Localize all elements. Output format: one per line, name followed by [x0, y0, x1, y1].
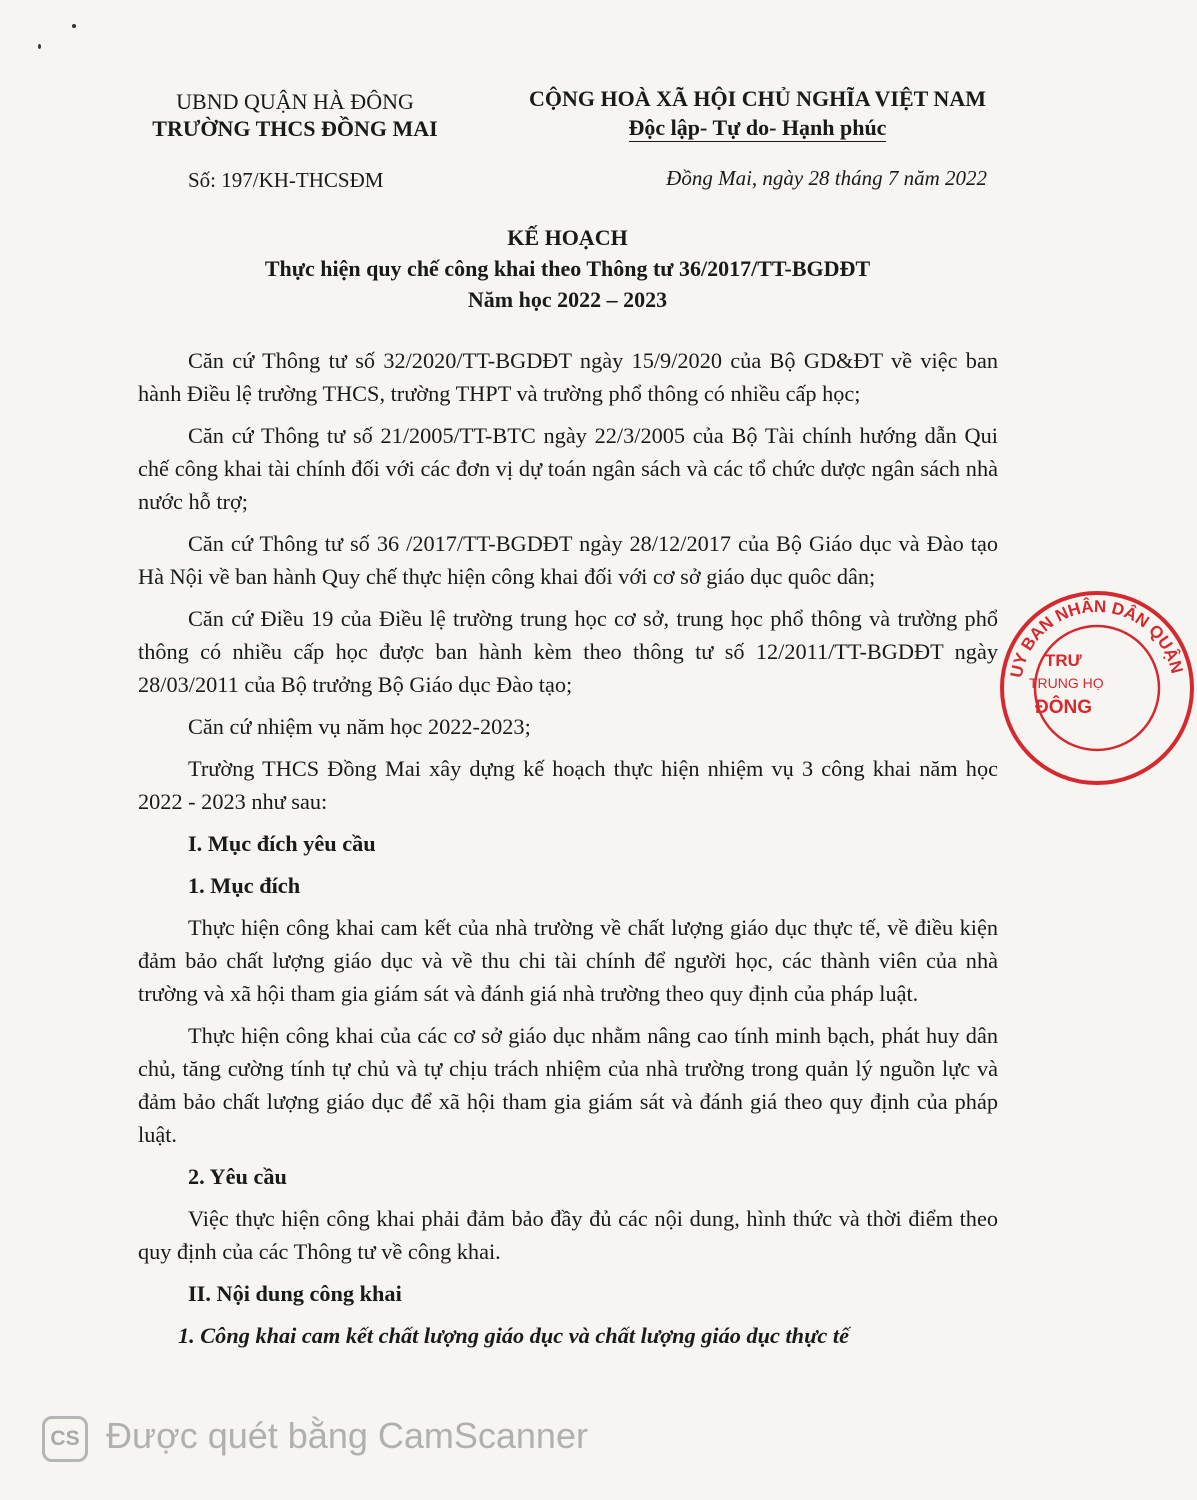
paragraph: Việc thực hiện công khai phải đảm bảo đầy đủ các nội dung, hình thức và thời điểm theo quy định của các Thông tư về công khai. [138, 1206, 998, 1264]
stamp-line-2: TRUNG HỌ [1029, 675, 1104, 691]
issuing-organization [135, 88, 455, 142]
subsection-heading: 1. Mục đích [188, 873, 301, 898]
scan-speck [38, 44, 41, 49]
paragraph: Căn cứ Thông tư số 36 /2017/TT-BGDĐT ngày 28/12/2017 của Bộ Giáo dục và Đào tạo Hà Nội về ban hành Quy chế thực hiện công khai đối với cơ sở giáo dục quôc dân; [138, 531, 998, 589]
motto: Độc lập- Tự do- Hạnh phúc [628, 115, 887, 140]
paragraph: Thực hiện công khai của các cơ sở giáo dục nhằm nâng cao tính minh bạch, phát huy dân chủ, tăng cường tính tự chủ và tự chịu trách nhiệm của nhà trường trong quản lý nguồn lực và đảm bảo chất lượng giáo dục để xã hội tham gia giám sát và đánh giá theo quy định của pháp luật. [138, 1023, 998, 1147]
paragraph: Căn cứ Điều 19 của Điều lệ trường trung học cơ sở, trung học phổ thông và trường phổ thông có nhiều cấp học được ban hành kèm theo thông tư số 12/2011/TT-BGDĐT ngày 28/03/2011 của Bộ trưởng Bộ Giáo dục Đào tạo; [138, 606, 998, 697]
school-name: TRƯỜNG THCS ĐỒNG MAI [152, 116, 438, 141]
school-year: Năm học 2022 – 2023 [467, 287, 668, 312]
country-name: CỘNG HOÀ XÃ HỘI CHỦ NGHĨA VIỆT NAM [529, 86, 986, 111]
scan-speck [72, 24, 76, 28]
paragraph: Căn cứ nhiệm vụ năm học 2022-2023; [188, 714, 531, 739]
stamp-line-1: TRƯ [1045, 651, 1082, 670]
subsection-heading: 1. Công khai cam kết chất lượng giáo dục và chất lượng giáo dục thực tế [178, 1323, 849, 1348]
camscanner-watermark: Được quét bằng CamScanner [106, 1415, 588, 1456]
section-heading: II. Nội dung công khai [188, 1281, 402, 1306]
section-heading: I. Mục đích yêu cầu [188, 831, 376, 856]
document-subtitle: Thực hiện quy chế công khai theo Thông tư 36/2017/TT-BGDĐT [264, 256, 871, 281]
paragraph: Căn cứ Thông tư số 32/2020/TT-BGDĐT ngày 15/9/2020 của Bộ GD&ĐT về việc ban hành Điều lệ trường THCS, trường THPT và trường phổ thông có nhiều cấp học; [138, 348, 998, 406]
subsection-heading: 2. Yêu cầu [188, 1164, 287, 1189]
camscanner-logo: CS [42, 1416, 88, 1462]
document-title: KẾ HOẠCH [507, 225, 628, 250]
document-number: Số: 197/KH-THCSĐM [188, 168, 384, 192]
stamp-line-3: ĐÔNG [1035, 697, 1092, 718]
district-name: UBND QUẬN HÀ ĐÔNG [176, 89, 414, 114]
stamp-outer-text: UY BAN NHÂN DÂN QUẬN [1006, 596, 1187, 680]
paragraph: Thực hiện công khai cam kết của nhà trường về chất lượng giáo dục thực tế, về điều kiện đảm bảo chất lượng giáo dục và về thu chi tài chính để người học, các thành viên của nhà trường và xã hội tham gia giám sát và đánh giá nhà trường theo quy định của pháp luật. [138, 915, 998, 1006]
national-motto [505, 84, 1010, 142]
document-body [138, 344, 998, 1361]
paragraph: Căn cứ Thông tư số 21/2005/TT-BTC ngày 22/3/2005 của Bộ Tài chính hướng dẫn Qui chế công khai tài chính đối với các đơn vị dự toán ngân sách và các tổ chức dược ngân sách nhà nước hỗ trợ; [138, 423, 998, 514]
paragraph: Trường THCS Đồng Mai xây dựng kế hoạch thực hiện nhiệm vụ 3 công khai năm học 2022 - 2023 như sau: [138, 756, 998, 814]
official-stamp [997, 588, 1197, 788]
place-date: Đồng Mai, ngày 28 tháng 7 năm 2022 [666, 166, 987, 190]
